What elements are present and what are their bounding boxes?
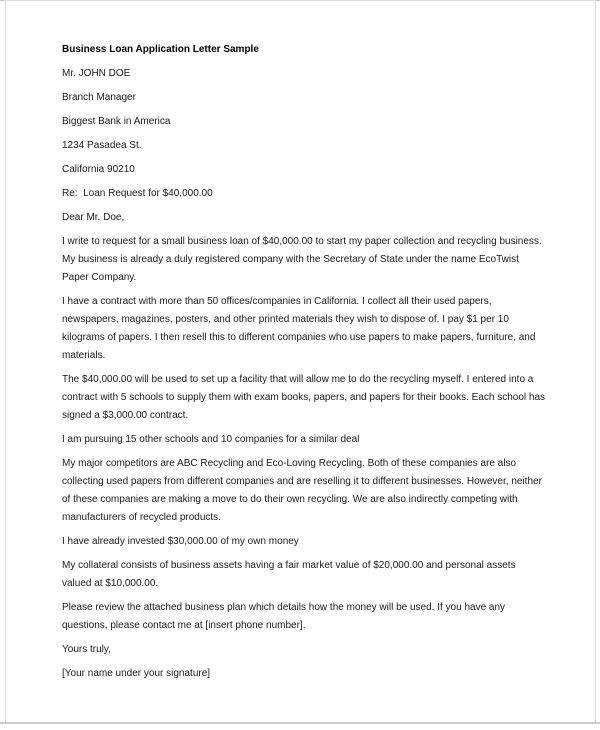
- salutation: Dear Mr. Doe,: [62, 212, 125, 223]
- letter-paragraph: I have a contract with more than 50 offices/companies in California. I collect all their used papers, newspapers, magazines, posters, and other printed materials they wish to dispose of. I pay $1 per 10 kilograms of papers. I then resell this to different companies who use papers to make papers, furniture, and materials.: [62, 296, 539, 361]
- recipient-company: Biggest Bank in America: [62, 116, 171, 127]
- letter-page: [5, 0, 596, 723]
- letter-title: Business Loan Application Letter Sample: [62, 44, 259, 55]
- closing: Yours truly,: [62, 644, 111, 655]
- page-bottom-edge: [0, 722, 600, 724]
- signature-placeholder: [Your name under your signature]: [62, 668, 211, 679]
- recipient-position: Branch Manager: [62, 92, 136, 103]
- subject-line: Re: Loan Request for $40,000.00: [62, 188, 213, 199]
- letter-paragraph: Please review the attached business plan which details how the money will be used. If you have any questions, please contact me at [insert phone number].: [62, 602, 508, 631]
- letter-paragraph: The $40,000.00 will be used to set up a facility that will allow me to do the recycling myself. I entered into a contract with 5 schools to supply them with exam books, papers, and papers for their books. Each school has signed a $3,000.00 contract.: [62, 374, 548, 421]
- letter-content: [6, 1, 546, 683]
- letter-paragraph: I write to request for a small business loan of $40,000.00 to start my paper collection and recycling business. My business is already a duly registered company with the Secretary of State under the name EcoTwist Paper Company.: [62, 236, 545, 283]
- recipient-street: 1234 Pasadea St.: [62, 140, 142, 151]
- letter-paragraph: I have already invested $30,000.00 of my own money: [62, 536, 299, 547]
- letter-paragraph: My major competitors are ABC Recycling and Eco-Loving Recycling. Both of these companies are also collecting used papers from different companies and are reselling it to different businesses. However, neither of these companies are making a move to do their own recycling. We are also indirectly competing with manufacturers of recycled products.: [62, 458, 545, 523]
- recipient-name: Mr. JOHN DOE: [62, 68, 131, 79]
- letter-paragraph: I am pursuing 15 other schools and 10 companies for a similar deal: [62, 434, 360, 445]
- recipient-city-zip: California 90210: [62, 164, 135, 175]
- letter-paragraph: My collateral consists of business assets having a fair market value of $20,000.00 and personal assets valued at $10,000.00.: [62, 560, 519, 589]
